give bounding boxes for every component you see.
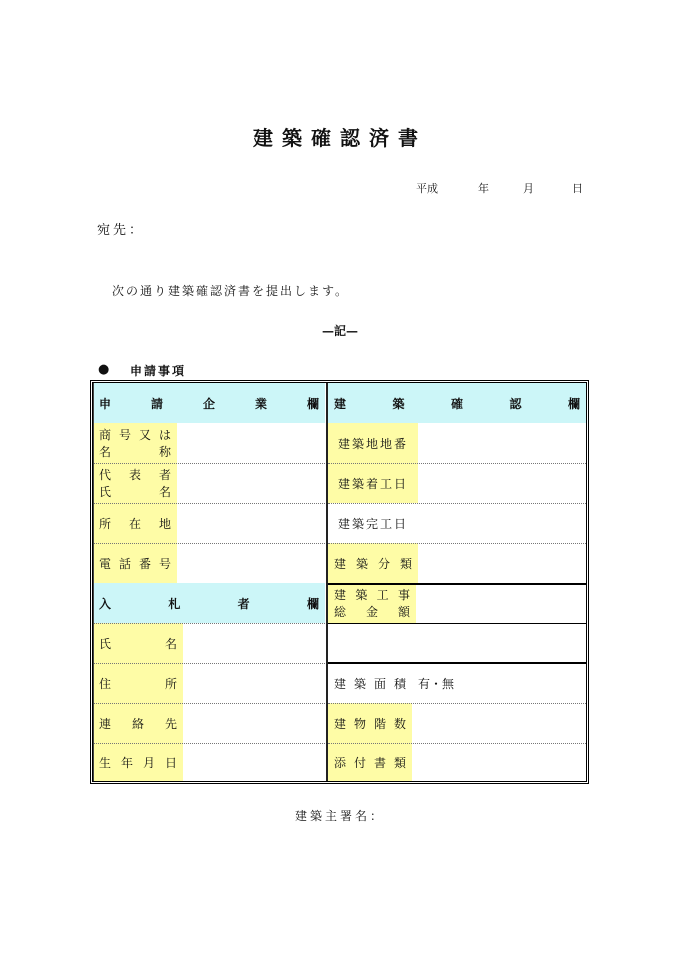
address-field[interactable] [177, 503, 325, 543]
date-era: 平成 [416, 182, 438, 195]
intro-text: 次の通り建築確認済書を提出します。 [112, 284, 350, 298]
company-name-field[interactable] [177, 423, 325, 463]
category-field[interactable] [418, 543, 586, 583]
bidder-address-label-text: 住 所 [99, 676, 177, 691]
row-divider [328, 503, 586, 504]
floor-area-label-text: 建 築 面 積 [334, 676, 406, 691]
company-name-label [93, 423, 177, 463]
total-cost-line2: 総 金 額 [334, 605, 410, 619]
cost-block-top-border [328, 583, 586, 585]
category-label [328, 543, 418, 583]
date-year: 年 [478, 182, 489, 195]
phone-label [93, 543, 177, 583]
row-divider [93, 623, 325, 624]
bidder-address-field[interactable] [183, 663, 325, 703]
phone-label-text: 電 話 番 号 [99, 556, 171, 571]
bidder-birthdate-label [93, 743, 183, 781]
bidder-name-label [93, 623, 183, 663]
bidder-contact-label [93, 703, 183, 743]
section-heading: 申請事項 [130, 364, 187, 378]
bidder-contact-label-text: 連 絡 先 [99, 716, 177, 731]
row-divider [93, 743, 325, 744]
cost-block-mid-border [328, 623, 586, 624]
bidder-header-text: 入 札 者 欄 [99, 596, 319, 611]
total-cost-label [328, 583, 416, 623]
row-divider [93, 463, 325, 464]
addressee-label: 宛先： [97, 223, 146, 238]
left-border [93, 383, 94, 781]
bidder-name-label-text: 氏 名 [99, 636, 177, 651]
column-divider [326, 383, 328, 781]
completion-date-label: 建築完工日 [337, 516, 408, 531]
row-divider [93, 543, 325, 544]
bidder-birthdate-field[interactable] [183, 743, 325, 781]
floor-area-option: 有・無 [418, 676, 455, 691]
applicant-section-header [93, 383, 325, 423]
row-divider [93, 503, 325, 504]
date-day: 日 [572, 182, 583, 195]
address-label [93, 503, 177, 543]
row-divider [328, 703, 586, 704]
ki-heading: —記— [321, 324, 358, 338]
company-name-line1: 商 号 又 は [99, 428, 171, 442]
floors-field[interactable] [412, 703, 586, 743]
floor-area-label [328, 663, 412, 703]
confirmation-section-header [328, 383, 586, 423]
attachments-field[interactable] [412, 743, 586, 781]
row-divider [328, 743, 586, 744]
representative-line2: 氏 名 [99, 485, 171, 499]
site-lot-label: 建築地地番 [328, 423, 418, 463]
floor-area-field[interactable] [412, 663, 586, 703]
row-divider [328, 463, 586, 464]
attachments-label [328, 743, 412, 781]
total-cost-line1: 建 築 工 事 [334, 588, 410, 602]
completion-date-field[interactable] [418, 503, 586, 543]
application-table [90, 380, 589, 784]
company-name-line2: 名 称 [99, 445, 171, 459]
bidder-section-header [93, 583, 325, 623]
row-divider [93, 703, 325, 704]
attachments-label-text: 添 付 書 類 [334, 755, 406, 770]
phone-field[interactable] [177, 543, 325, 583]
bullet-icon: ● [98, 362, 110, 377]
bidder-birthdate-label-text: 生 年 月 日 [99, 755, 177, 770]
floors-label [328, 703, 412, 743]
date-month: 月 [523, 182, 534, 195]
total-cost-field[interactable] [416, 583, 586, 623]
document-title: 建築確認済書 [253, 126, 427, 150]
blank-cost-row[interactable] [328, 623, 586, 663]
floors-label-text: 建 物 階 数 [334, 716, 406, 731]
signer-label: 建築主署名： [294, 809, 385, 823]
applicant-header-text: 申 請 企 業 欄 [99, 396, 319, 411]
representative-line1: 代 表 者 [99, 468, 171, 482]
bidder-name-field[interactable] [183, 623, 325, 663]
confirmation-header-text: 建 築 確 認 欄 [334, 396, 580, 411]
start-date-label: 建築着工日 [328, 463, 418, 503]
site-lot-field[interactable] [418, 423, 586, 463]
representative-field[interactable] [177, 463, 325, 503]
representative-label [93, 463, 177, 503]
cost-block-bottom-border [328, 662, 586, 664]
row-divider [93, 663, 325, 664]
bidder-address-label [93, 663, 183, 703]
bidder-contact-field[interactable] [183, 703, 325, 743]
start-date-field[interactable] [418, 463, 586, 503]
row-divider [328, 543, 586, 544]
address-label-text: 所 在 地 [99, 516, 171, 531]
category-label-text: 建 築 分 類 [334, 556, 412, 571]
